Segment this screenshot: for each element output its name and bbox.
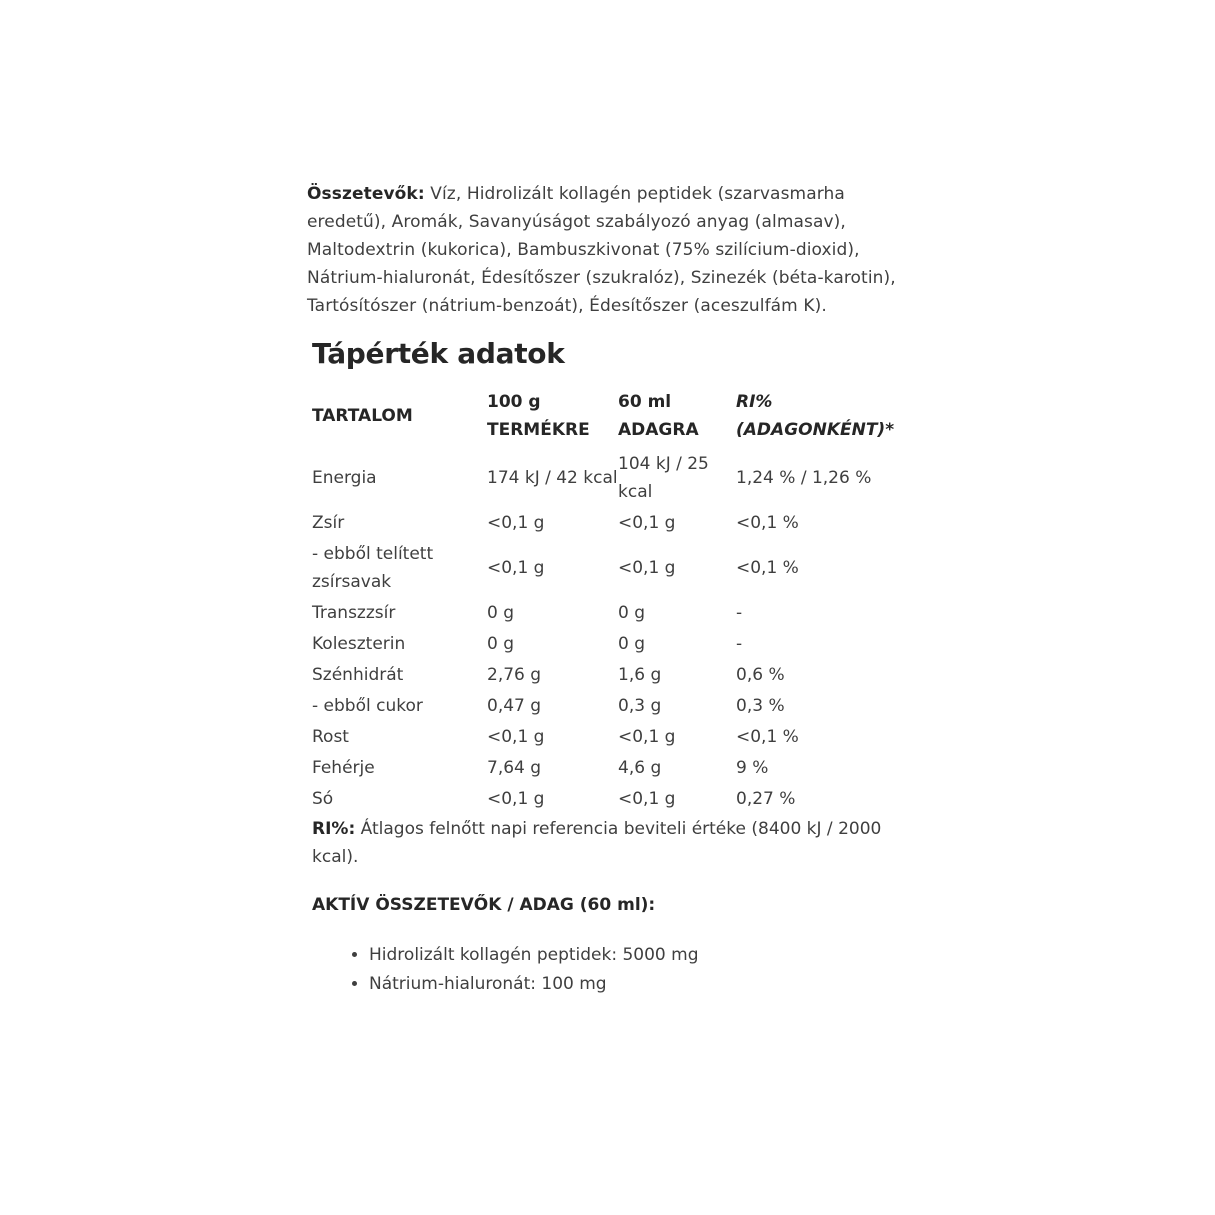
nutrient-name: Koleszterin: [312, 633, 406, 654]
value-ri: <0,1 %: [736, 557, 799, 578]
footnote-text: Átlagos felnőtt napi referencia beviteli értéke (8400 kJ / 2000 kcal).: [312, 819, 882, 867]
nutrient-name: Energia: [312, 467, 377, 488]
header-per-60ml: 60 ml ADAGRA: [618, 392, 699, 440]
value-ri: 0,27 %: [736, 788, 796, 809]
active-ingredients-title: AKTÍV ÖSSZETEVŐK / ADAG (60 ml):: [312, 895, 656, 915]
list-item: • Nátrium-hialuronát: 100 mg: [369, 970, 907, 999]
value-per-100g: 0 g: [487, 633, 515, 654]
nutrient-name: - ebből telített zsírsavak: [312, 543, 434, 592]
ingredients-label: Összetevők:: [307, 184, 425, 204]
table-row: [312, 448, 902, 507]
nutrition-title: Tápérték adatok: [312, 337, 565, 370]
value-per-100g: <0,1 g: [487, 726, 545, 747]
table-row: [312, 597, 902, 628]
value-per-60ml: <0,1 g: [618, 788, 676, 809]
value-per-100g: 7,64 g: [487, 757, 542, 778]
nutrition-table: [312, 388, 902, 814]
table-row: [312, 690, 902, 721]
table-row: [312, 628, 902, 659]
value-per-100g: 0,47 g: [487, 695, 542, 716]
table-row: [312, 752, 902, 783]
value-ri: -: [736, 633, 743, 654]
header-ri-percent: RI% (ADAGONKÉNT)*: [736, 392, 895, 440]
active-ingredients-list: [312, 941, 907, 999]
value-per-60ml: 104 kJ / 25 kcal: [618, 453, 709, 502]
value-per-60ml: 0,3 g: [618, 695, 662, 716]
product-info: [307, 180, 907, 999]
value-per-60ml: <0,1 g: [618, 557, 676, 578]
value-per-60ml: 0 g: [618, 633, 646, 654]
header-content: TARTALOM: [312, 406, 413, 426]
nutrient-name: Fehérje: [312, 757, 375, 778]
value-per-100g: <0,1 g: [487, 512, 545, 533]
value-per-100g: 0 g: [487, 602, 515, 623]
table-row: [312, 721, 902, 752]
list-item: • Hidrolizált kollagén peptidek: 5000 mg: [369, 941, 907, 970]
ri-footnote: [312, 815, 907, 871]
value-ri: 9 %: [736, 757, 769, 778]
table-row: [312, 538, 902, 597]
value-per-100g: 174 kJ / 42 kcal: [487, 467, 618, 488]
value-per-60ml: <0,1 g: [618, 726, 676, 747]
table-row: [312, 659, 902, 690]
nutrition-table-header: [312, 388, 902, 448]
value-per-100g: <0,1 g: [487, 557, 545, 578]
value-per-60ml: 0 g: [618, 602, 646, 623]
nutrient-name: Transzzsír: [312, 602, 396, 623]
table-row: [312, 783, 902, 814]
nutrient-name: Só: [312, 788, 334, 809]
nutrient-name: Zsír: [312, 512, 345, 533]
value-per-60ml: 1,6 g: [618, 664, 662, 685]
value-per-60ml: 4,6 g: [618, 757, 662, 778]
table-row: [312, 507, 902, 538]
nutrient-name: Szénhidrát: [312, 664, 404, 685]
value-ri: <0,1 %: [736, 726, 799, 747]
ingredients-paragraph: [307, 180, 907, 320]
footnote-label: RI%:: [312, 819, 356, 839]
header-per-100g: 100 g TERMÉKRE: [487, 392, 590, 440]
value-per-100g: <0,1 g: [487, 788, 545, 809]
value-ri: 1,24 % / 1,26 %: [736, 467, 872, 488]
value-per-60ml: <0,1 g: [618, 512, 676, 533]
value-ri: 0,3 %: [736, 695, 785, 716]
value-ri: 0,6 %: [736, 664, 785, 685]
value-per-100g: 2,76 g: [487, 664, 542, 685]
nutrient-name: Rost: [312, 726, 349, 747]
value-ri: -: [736, 602, 743, 623]
nutrient-name: - ebből cukor: [312, 695, 423, 716]
ingredients-text: Víz, Hidrolizált kollagén peptidek (szarvasmarha eredetű), Aromák, Savanyúságot szabályozó anyag (almasav), Maltodextrin (kukorica), Bambuszkivonat (75% szilícium-dioxid), Nátrium-hialuronát, Édesítőszer (szukralóz), Szinezék (béta-karotin), Tartósítószer (nátrium-benzoát), Édesítőszer (aceszulfám K).: [307, 184, 896, 316]
value-ri: <0,1 %: [736, 512, 799, 533]
